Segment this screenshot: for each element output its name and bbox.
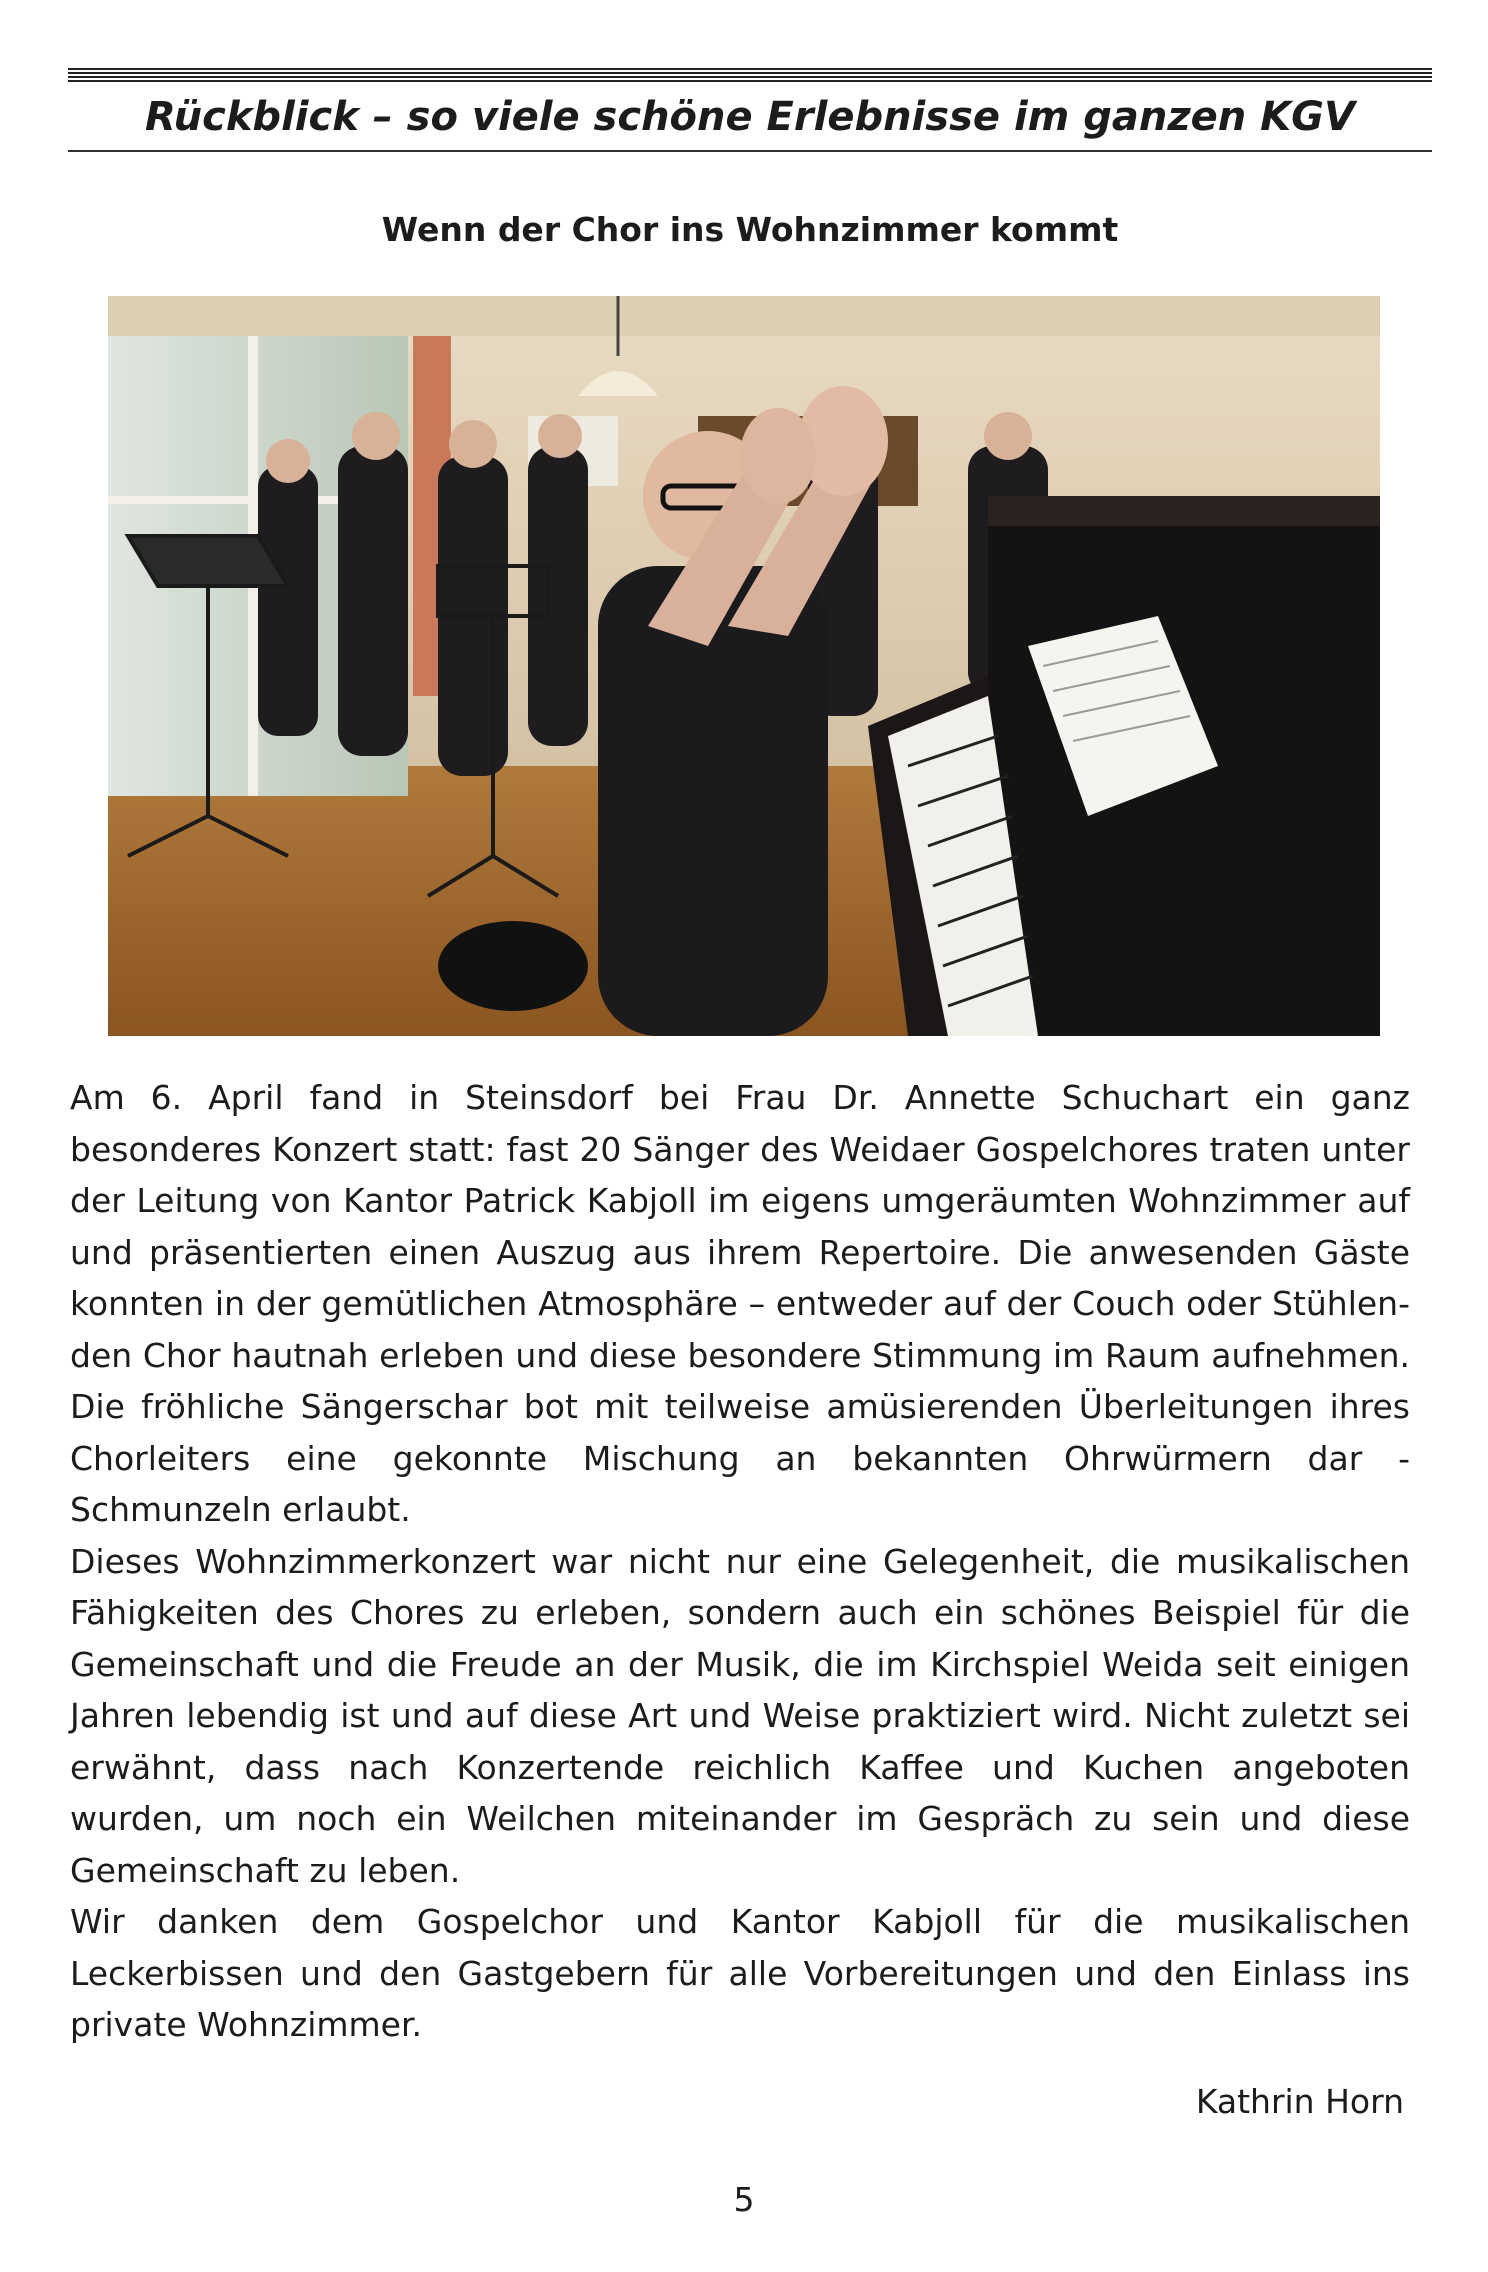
page-number: 5 (733, 2180, 755, 2219)
article-paragraph: Wir danken dem Gospelchor und Kantor Kabjoll für die musikalischen Leckerbissen und den Gastgebern für alle Vorbereitungen und den Einlass ins private Wohnzimmer. (70, 1902, 1410, 2044)
section-header-title: Rückblick – so viele schöne Erlebnisse im ganzen KGV (145, 94, 1355, 140)
header-underline (68, 150, 1432, 152)
header-rule (68, 68, 1432, 82)
article-paragraph: Dieses Wohnzimmerkonzert war nicht nur eine Gelegenheit, die musikalischen Fähigkeiten des Chores zu erleben, sondern auch ein schönes Beispiel für die Gemeinschaft und die Freude an der Musik, die im Kirchspiel Weida seit einigen Jahren lebendig ist und auf diese Art und Weise praktiziert wird. Nicht zuletzt sei erwähnt, dass nach Konzertende reichlich Kaffee und Kuchen angeboten wurden, um noch ein Weilchen miteinander im Gespräch zu sein und diese Gemeinschaft zu leben. (70, 1541, 1410, 1890)
choir-photo (108, 296, 1380, 1036)
article-body (70, 1072, 1410, 2051)
article-title: Wenn der Chor ins Wohnzimmer kommt (381, 210, 1119, 249)
article-paragraph: Am 6. April fand in Steinsdorf bei Frau Dr. Annette Schuchart ein ganz besonderes Konzert statt: fast 20 Sänger des Weidaer Gospelchores traten unter der Leitung von Kantor Patrick Kabjoll im eigens umgeräumten Wohnzimmer auf und präsentierten einen Auszug aus ihrem Repertoire. Die anwesenden Gäste konnten in der gemütlichen Atmosphäre – entweder auf der Couch oder Stühlen- den Chor hautnah erleben und diese besondere Stimmung im Raum aufnehmen. Die fröhliche Sängerschar bot mit teilweise amüsierenden Überleitungen ihres Chorleiters eine gekonnte Mischung an bekannten Ohrwürmern dar - Schmunzeln erlaubt. (70, 1078, 1410, 1529)
article-author: Kathrin Horn (1195, 2082, 1404, 2121)
